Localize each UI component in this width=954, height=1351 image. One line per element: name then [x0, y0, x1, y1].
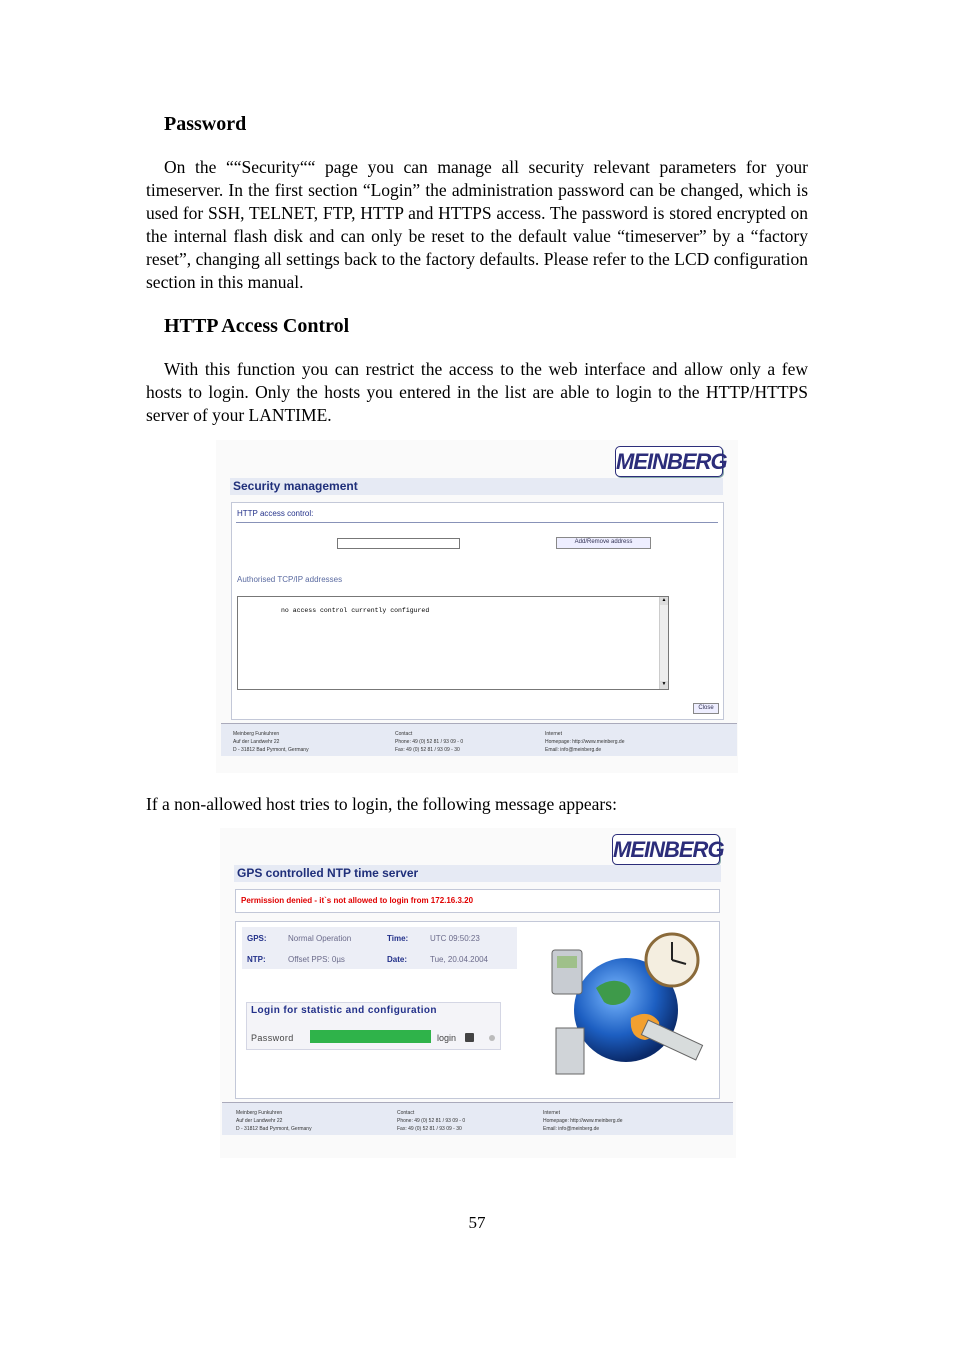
footer-address	[233, 730, 309, 754]
login-title: Login for statistic and configuration	[251, 1005, 437, 1016]
footer-line: Meinberg Funkuhren	[233, 731, 280, 737]
time-label: Time:	[387, 934, 409, 943]
page-footer	[222, 1102, 733, 1135]
device-icon	[556, 1028, 584, 1074]
footer-line: Auf der Landwehr 22	[233, 739, 280, 745]
list-scrollbar[interactable]	[659, 597, 668, 689]
security-management-screenshot	[216, 440, 738, 773]
meinberg-logo: MEINBERG	[612, 834, 720, 865]
password-text: On the ““Security““ page you can manage all security relevant parameters for your timeserver. In the first section “Login” the administration password can be changed, which is used for SSH, TELNET, FTP, HTTP and HTTPS access. The password is stored encrypted on the internal flash disk and can only be reset to the default value “timeserver” by a “factory reset”, changing all settings back to the factory defaults. Please refer to the LCD configuration section in this manual.	[146, 157, 808, 292]
address-input[interactable]	[337, 538, 460, 549]
date-value: Tue, 20.04.2004	[430, 955, 488, 964]
footer-line: D - 31812 Bad Pyrmont, Germany	[233, 747, 309, 753]
gps-label: GPS:	[247, 934, 267, 943]
footer-line: Fax: 49 (0) 52 81 / 93 09 - 30	[397, 1126, 462, 1132]
footer-line: Email: info@meinberg.de	[543, 1126, 600, 1132]
http-access-paragraph	[146, 358, 808, 427]
password-label: Password	[251, 1033, 294, 1043]
http-access-heading: HTTP Access Control	[164, 315, 350, 337]
panel-title: HTTP access control:	[237, 509, 314, 518]
footer-contact	[397, 1109, 465, 1133]
scroll-down-icon[interactable]: ▼	[661, 682, 667, 687]
permission-denied-message: Permission denied - it`s not allowed to login from 172.16.3.20	[241, 896, 474, 905]
login-button-icon[interactable]	[465, 1033, 474, 1042]
meinberg-logo: MEINBERG	[615, 446, 723, 477]
footer-internet	[545, 730, 625, 754]
footer-internet	[543, 1109, 623, 1133]
time-value: UTC 09:50:23	[430, 934, 480, 943]
page-number: 57	[468, 1213, 486, 1232]
error-panel	[235, 889, 720, 913]
login-button-label[interactable]: login	[437, 1033, 457, 1043]
status-dot-icon	[489, 1035, 495, 1041]
globe-illustration	[546, 928, 711, 1078]
footer-line: Homepage: http://www.meinberg.de	[543, 1118, 623, 1124]
ntp-value: Offset PPS: 0µs	[288, 955, 345, 964]
date-label: Date:	[387, 955, 408, 964]
footer-line: Fax: 49 (0) 52 81 / 93 09 - 30	[395, 747, 460, 753]
security-title-bar: Security management	[230, 478, 723, 495]
footer-line: D - 31812 Bad Pyrmont, Germany	[236, 1126, 312, 1132]
http-access-panel	[231, 502, 724, 720]
footer-line: Contact	[395, 731, 413, 737]
footer-address	[236, 1109, 312, 1133]
gps-title-bar: GPS controlled NTP time server	[234, 865, 721, 882]
status-box	[242, 927, 517, 969]
list-text: no access control currently configured	[281, 607, 430, 614]
http-access-text: With this function you can restrict the access to the web interface and allow only a few hosts to login. Only the hosts you entered in the list are able to login to the HTTP/HTTPS server of your LANTIME.	[146, 359, 808, 425]
footer-line: Phone: 49 (0) 52 81 / 93 09 - 0	[397, 1118, 466, 1124]
password-heading: Password	[164, 113, 247, 135]
footer-contact	[395, 730, 463, 754]
footer-line: Auf der Landwehr 22	[236, 1118, 283, 1124]
between-text: If a non-allowed host tries to login, the following message appears:	[146, 794, 617, 814]
login-box	[246, 1002, 501, 1050]
password-input[interactable]	[310, 1030, 431, 1043]
footer-line: Homepage: http://www.meinberg.de	[545, 739, 625, 745]
ntp-label: NTP:	[247, 955, 266, 964]
close-button[interactable]: Close	[693, 703, 719, 714]
footer-line: Internet	[543, 1110, 560, 1116]
add-remove-address-button[interactable]: Add/Remove address	[556, 537, 651, 549]
footer-line: Phone: 49 (0) 52 81 / 93 09 - 0	[395, 739, 464, 745]
page-footer	[221, 723, 737, 756]
main-panel	[235, 921, 720, 1099]
footer-line: Email: info@meinberg.de	[545, 747, 602, 753]
authorised-address-list[interactable]	[237, 596, 669, 690]
footer-line: Internet	[545, 731, 562, 737]
scroll-up-icon[interactable]: ▲	[661, 598, 667, 603]
authorised-label: Authorised TCP/IP addresses	[237, 575, 343, 584]
footer-line: Contact	[397, 1110, 415, 1116]
footer-line: Meinberg Funkuhren	[236, 1110, 283, 1116]
login-denied-screenshot	[220, 828, 736, 1158]
password-paragraph	[146, 156, 808, 294]
gps-value: Normal Operation	[288, 934, 352, 943]
panel-divider	[236, 522, 718, 523]
device-screen	[557, 956, 577, 968]
